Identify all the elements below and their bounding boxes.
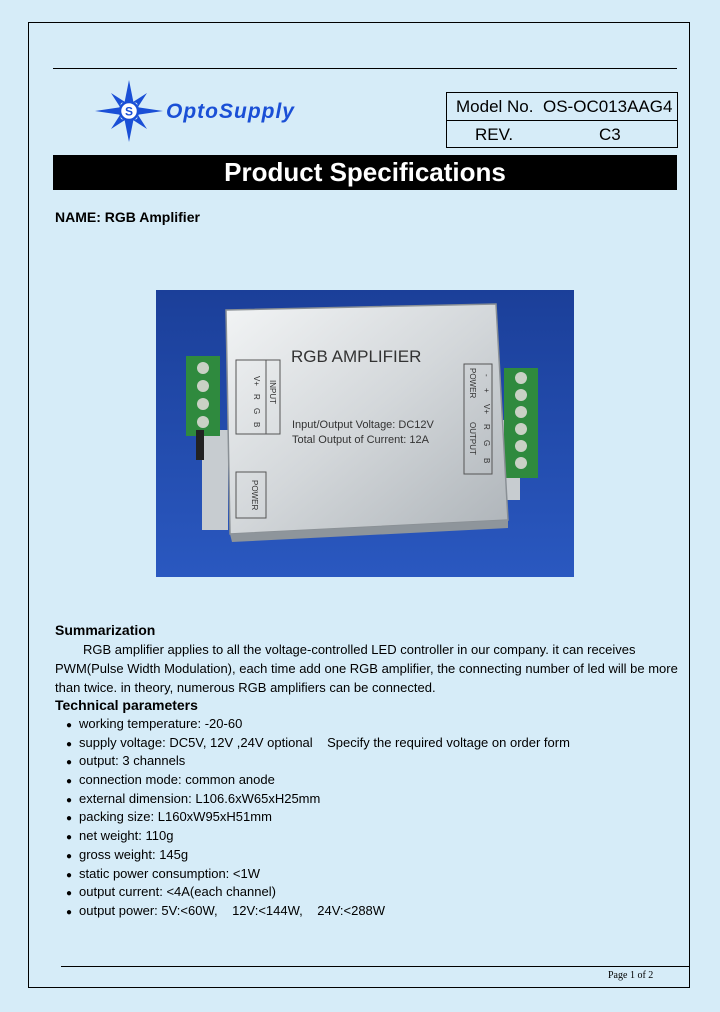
list-item <box>66 790 570 809</box>
bullet-icon: ● <box>66 869 73 881</box>
model-row <box>447 93 677 121</box>
list-item <box>66 846 570 865</box>
footer-rule <box>61 966 689 967</box>
list-item-text: packing size: L160xW95xH51mm <box>79 809 272 825</box>
output-pin-6: - <box>482 374 491 377</box>
svg-text:S: S <box>124 104 134 119</box>
list-item-text: net weight: 110g <box>79 828 174 844</box>
product-name: NAME: RGB Amplifier <box>55 209 200 225</box>
list-item <box>66 827 570 846</box>
photo-current-text: Total Output of Current: 12A <box>292 434 429 446</box>
bullet-icon: ● <box>66 794 73 806</box>
list-item-text: output: 3 channels <box>79 753 186 769</box>
list-item <box>66 808 570 827</box>
list-item <box>66 883 570 902</box>
list-item-text: static power consumption: <1W <box>79 865 260 881</box>
list-item-text: output power: 5V:<60W, 12V:<144W, 24V:<288W <box>79 902 386 918</box>
output-pin-5: + <box>482 388 491 393</box>
list-item-text: connection mode: common anode <box>79 772 275 788</box>
bullet-icon: ● <box>66 776 73 788</box>
brand-name: OptoSupply <box>166 100 295 123</box>
summarization-line-1: RGB amplifier applies to all the voltage-controlled LED controller in our company. it can receives <box>83 642 636 657</box>
model-box <box>446 92 678 148</box>
input-pin-4: B <box>252 422 261 428</box>
input-label: INPUT <box>268 380 277 404</box>
list-item-text: gross weight: 145g <box>79 846 189 862</box>
bullet-icon: ● <box>66 757 73 769</box>
summarization-line-3: than twice. in theory, numerous RGB amplifiers can be connected. <box>55 680 436 695</box>
summarization-heading: Summarization <box>55 622 156 638</box>
bullet-icon: ● <box>66 720 73 731</box>
model-label: Model No. <box>456 97 534 116</box>
input-pin-2: R <box>252 394 261 400</box>
list-item <box>66 865 570 884</box>
header-rule <box>53 68 677 69</box>
list-item <box>66 902 570 921</box>
page-number: Page 1 of 2 <box>608 970 654 981</box>
list-item-text: supply voltage: DC5V, 12V ,24V optional Specify the required voltage on order form <box>79 734 570 750</box>
list-item-text: output current: <4A(each channel) <box>79 884 276 900</box>
output-pin-2: G <box>482 440 491 447</box>
summarization-text <box>55 640 680 697</box>
output-pin-4: V+ <box>482 404 491 415</box>
bullet-icon: ● <box>66 832 73 844</box>
model-value: OS-OC013AAG4 <box>543 97 673 116</box>
bullet-icon: ● <box>66 813 73 825</box>
bullet-icon: ● <box>66 738 73 750</box>
input-pin-1: V+ <box>252 376 261 387</box>
list-item <box>66 715 570 734</box>
bullet-icon: ● <box>66 906 73 918</box>
list-item <box>66 752 570 771</box>
photo-voltage-text: Input/Output Voltage: DC12V <box>292 419 434 431</box>
summarization-line-2: PWM(Pulse Width Modulation), each time add one RGB amplifier, the connecting number of led will be more <box>55 661 678 676</box>
bullet-icon: ● <box>66 850 73 862</box>
technical-list <box>66 715 570 921</box>
rev-value: C3 <box>599 125 621 144</box>
page-title: Product Specifications <box>53 155 677 190</box>
list-item <box>66 771 570 790</box>
photo-title: RGB AMPLIFIER <box>291 347 422 366</box>
rev-label: REV. <box>475 125 514 144</box>
input-pin-3: G <box>252 408 261 415</box>
product-photo <box>156 290 574 577</box>
output-pin-3: R <box>482 424 491 430</box>
list-item-text: working temperature: -20-60 <box>79 716 243 731</box>
technical-heading: Technical parameters <box>55 697 198 713</box>
bullet-icon: ● <box>66 888 73 900</box>
output-power-label: POWER <box>468 368 477 399</box>
output-label: OUTPUT <box>468 422 477 455</box>
output-pin-1: B <box>482 458 491 464</box>
list-item-text: external dimension: L106.6xW65xH25mm <box>79 790 321 806</box>
power-jack-label: POWER <box>250 480 259 511</box>
rev-row <box>447 121 677 148</box>
list-item <box>66 734 570 753</box>
